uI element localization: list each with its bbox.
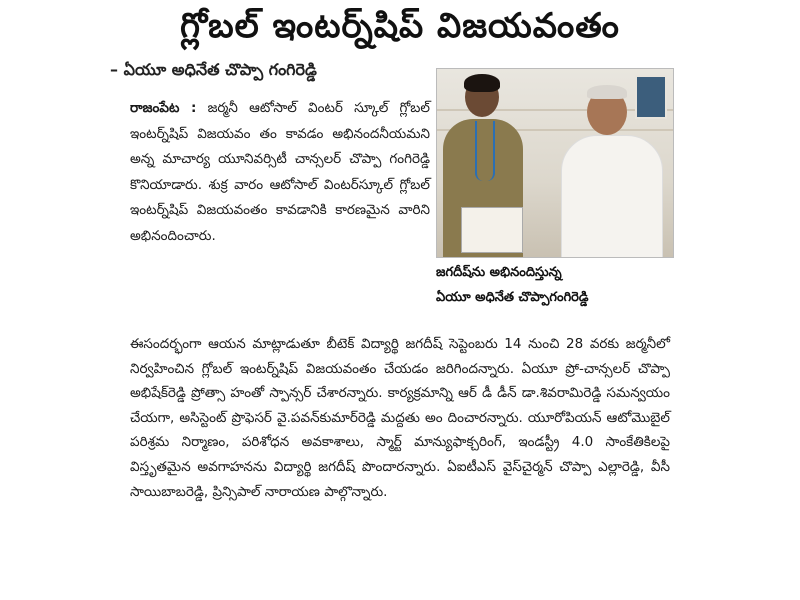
article-dateline: రాజంపేట :	[130, 100, 197, 116]
student-hair	[464, 74, 500, 92]
student-certificate	[461, 207, 523, 253]
article-lead-paragraph: జర్మనీ ఆటోసాల్ వింటర్ స్కూల్ గ్లోబల్ ఇంటర్న్‌షిప్ విజయవం తం కావడం అభినందనీయమని అన్న మాచార్య యూనివర్సిటీ చాన్సలర్ చొప్పా గంగిరెడ్డి కొనియాడారు. శుక్ర వారం ఆటోసాల్ వింటర్‌స్కూల్ గ్లోబల్ ఇంటర్న్‌షిప్ విజయవంతం కావడానికి కారణమైన వారిని అభినందించారు.	[130, 100, 430, 244]
article-subheadline: – ఏయూ అధినేత చొప్పా గంగిరెడ్డి	[110, 60, 317, 79]
chancellor-hair	[587, 85, 627, 99]
chancellor-body	[561, 135, 663, 258]
article-column-text	[130, 96, 430, 249]
article-headline: గ్లోబల్ ఇంటర్న్‌షిప్ విజయవంతం	[180, 6, 620, 46]
student-lanyard	[475, 121, 495, 181]
photo-caption-line-2: ఏయూ అధినేత చొప్పాగంగిరెడ్డి	[436, 290, 589, 305]
photo-caption	[436, 260, 676, 310]
photo-window	[635, 75, 667, 119]
news-photo	[436, 68, 674, 258]
article-body-text: ఈసందర్భంగా ఆయన మాట్లాడుతూ బీటెక్ విద్యార్థి జగదీష్ సెప్టెంబరు 14 నుంచి 28 వరకు జర్మనీలో నిర్వహించిన గ్లోబల్ ఇంటర్న్‌షిప్ విజయవంతం చేయడం జరిగిందన్నారు. ఏయూ ప్రో-చాన్సలర్ చొప్పా అభిషేక్‌రెడ్డి ప్రోత్సా హంతో స్పాన్సర్ చేశారన్నారు. కార్యక్రమాన్ని ఆర్ డీ డీన్ డా.శివరామిరెడ్డి సమన్వయం చేయగా, అసిస్టెంట్ ప్రొఫెసర్ వై.పవన్‌కుమార్‌రెడ్డి మద్దతు అం దించారన్నారు. యూరోపియన్ ఆటోమొబైల్ పరిశ్రమ నిర్మాణం, పరిశోధన అవకాశాలు, స్మార్ట్ మాన్యుఫాక్చరింగ్, ఇండస్ట్రీ 4.0 సాంకేతికిలపై విస్తృతమైన అవగాహనను విద్యార్థి జగదీష్ పొందారన్నారు. ఏఐటీఎస్ వైస్‌చైర్మన్ చొప్పా ఎల్లారెడ్డి, వీసీ సాయిబాబరెడ్డి, ప్రిన్సిపాల్ నారాయణ పాల్గొన్నారు.	[130, 336, 670, 500]
photo-caption-line-1: జగదీష్‌ను అభినందిస్తున్న	[436, 265, 562, 280]
